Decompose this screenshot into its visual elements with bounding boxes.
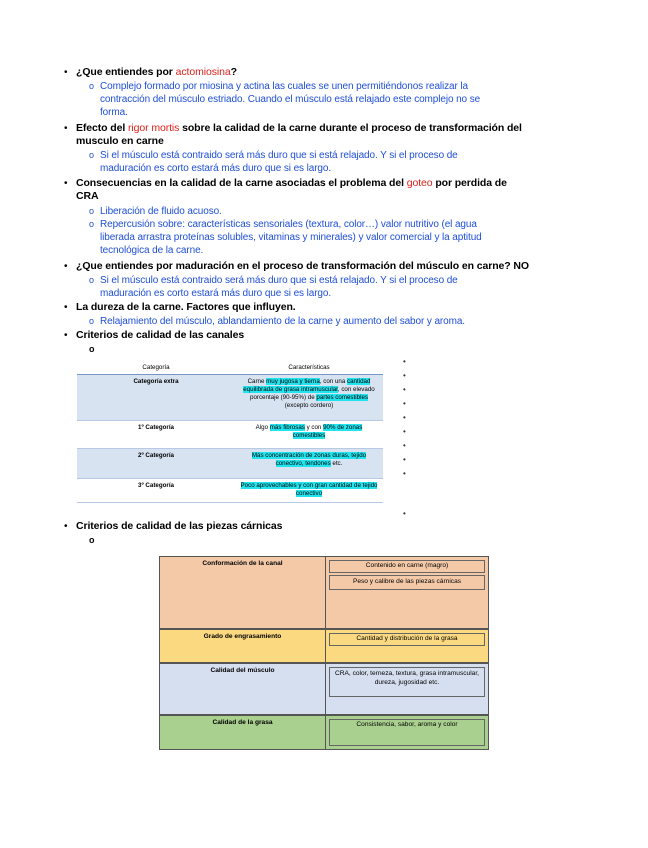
question-maduracion: ¿Que entiendes por maduración en el proceso de transformación del músculo en carne? NO: [76, 260, 529, 272]
sub-bullet: o: [89, 219, 95, 229]
answer-goteo-1: Liberación de fluido acuoso.: [100, 206, 222, 217]
question-dureza: La dureza de la carne. Factores que influyen.: [76, 301, 296, 313]
bullet: •: [64, 123, 68, 134]
sub-bullet: o: [89, 344, 95, 354]
question-actomiosina: ¿Que entiendes por actomiosina?: [76, 66, 237, 78]
answer-rigor-mortis: Si el músculo está contraido será más duro que si está relajado. Y si el proceso de maduración es corto estará más duro que si es largo.: [100, 150, 458, 174]
question-canales: Criterios de calidad de las canales: [76, 329, 245, 341]
sub-bullet: o: [89, 535, 95, 545]
sub-bullet: o: [89, 81, 95, 91]
table-row: 2º Categoría Más concentración de zonas duras, tejido conectivo, tendones etc.: [77, 449, 383, 479]
table-row: Grado de engrasamiento Cantidad y distribución de la grasa: [159, 629, 489, 663]
answer-dureza: Relajamiento del músculo, ablandamiento de la carne y aumento del sabor y aroma.: [100, 316, 465, 327]
sub-bullet: o: [89, 275, 95, 285]
canales-table: [77, 362, 383, 503]
question-goteo: Consecuencias en la calidad de la carne asociadas el problema del goteo por perdida de CRA: [76, 177, 507, 202]
term-rigor-mortis: rigor mortis: [128, 122, 180, 134]
bullet: •: [64, 178, 68, 189]
table-row: Conformación de la canal Contenido en carne (magro) Peso y calibre de las piezas cárnicas: [159, 556, 489, 629]
document-page: • ¿Que entiendes por actomiosina? o Complejo formado por miosina y actina las cuales se unen permitiéndonos realizar la contracción del músculo estriado. Cuando el músculo está relajado este complejo no se forma. • Efecto del rigor mortis sobre la calidad de la carne durante el proceso de transformación del musculo en carne o Si el músculo está contraido será más duro que si está relajado. Y si el proceso de maduración es corto estará más duro que si es largo. • Consecuencias en la calidad de la carne asociadas el problema del goteo por perdida de CRA o Liberación de fluido acuoso. o Repercusión sobre: características sensoriales (textura, color…) valor nutritivo (el agua liberada arrastra proteínas solubles, vitaminas y minerales) y valor comercial y la aptitud tecnológica de la carne. • ¿Que entiendes por maduración en el proceso de transformación del músculo en carne? NO o Si el músculo está contraido será más duro que si está relajado. Y si el proceso de maduración es corto estará más duro que si es largo. • La dureza de la carne. Factores que influyen. o Relajamiento del músculo, ablandamiento de la carne y aumento del sabor y aroma. • Criterios de calidad de las canales o Categoría Características Categoría extra Carne muy jugosa y tierna, con una cantidad equilibrada de grasa intramuscular, con elevado porcentaje (90-95%) de partes comestibles (excepto cordero) 1º Categoría Algo más fibrosas y con 90% de zonas comestibles 2º Categoría Más concentración de zonas duras, tejido conectivo, tendones etc. 3º Categoría Poco aprovechables y con gran cantidad de tejido conectivo • • • • • • • • • • • Criterios de calidad de las piezas cárnicas o Conformación de la canal Contenido en carne (magro) Peso y calibre de las piezas cárnicas Grado de engrasamiento Cantidad y distribución de la grasa Calidad del músculo CRA, color, terneza, textura, grasa intramuscular, dureza, jugosidad etc. Calidad de la grasa Consistencia, sabor, aroma y color: [0, 0, 648, 848]
header-caracteristicas: Características: [235, 362, 383, 375]
term-goteo: goteo: [406, 177, 433, 189]
bullet: •: [64, 261, 68, 272]
table-row: Calidad de la grasa Consistencia, sabor, aroma y color: [159, 715, 489, 750]
bullet: •: [64, 521, 68, 532]
sub-bullet: o: [89, 316, 95, 326]
question-piezas-carnicas: Criterios de calidad de las piezas cárnicas: [76, 520, 283, 532]
table-row: 1º Categoría Algo más fibrosas y con 90% de zonas comestibles: [77, 421, 383, 449]
table-row: Categoría extra Carne muy jugosa y tierna, con una cantidad equilibrada de grasa intramuscular, con elevado porcentaje (90-95%) de partes comestibles (excepto cordero): [77, 375, 383, 421]
answer-goteo-2: Repercusión sobre: características sensoriales (textura, color…) valor nutritivo (el agua liberada arrastra proteínas solubles, vitaminas y minerales) y valor comercial y la aptitud tecnológica de la carne.: [100, 219, 482, 256]
bullet: •: [64, 67, 68, 78]
answer-actomiosina: Complejo formado por miosina y actina las cuales se unen permitiéndonos realizar la contracción del músculo estriado. Cuando el músculo está relajado este complejo no se forma.: [100, 81, 481, 118]
answer-maduracion: Si el músculo está contraido será más duro que si está relajado. Y si el proceso de maduración es corto estará más duro que si es largo.: [100, 275, 458, 299]
term-actomiosina: actomiosina: [175, 66, 231, 78]
sub-bullet: o: [89, 150, 95, 160]
table-row: Calidad del músculo CRA, color, terneza, textura, grasa intramuscular, dureza, jugosidad etc.: [159, 663, 489, 715]
bullet: •: [64, 330, 68, 341]
table-row: 3º Categoría Poco aprovechables y con gran cantidad de tejido conectivo: [77, 479, 383, 503]
bullet: •: [64, 302, 68, 313]
question-rigor-mortis: Efecto del rigor mortis sobre la calidad de la carne durante el proceso de transformación del musculo en carne: [76, 122, 522, 147]
sub-bullet: o: [89, 206, 95, 216]
piezas-table: [159, 556, 489, 750]
header-categoria: Categoría: [77, 362, 235, 375]
